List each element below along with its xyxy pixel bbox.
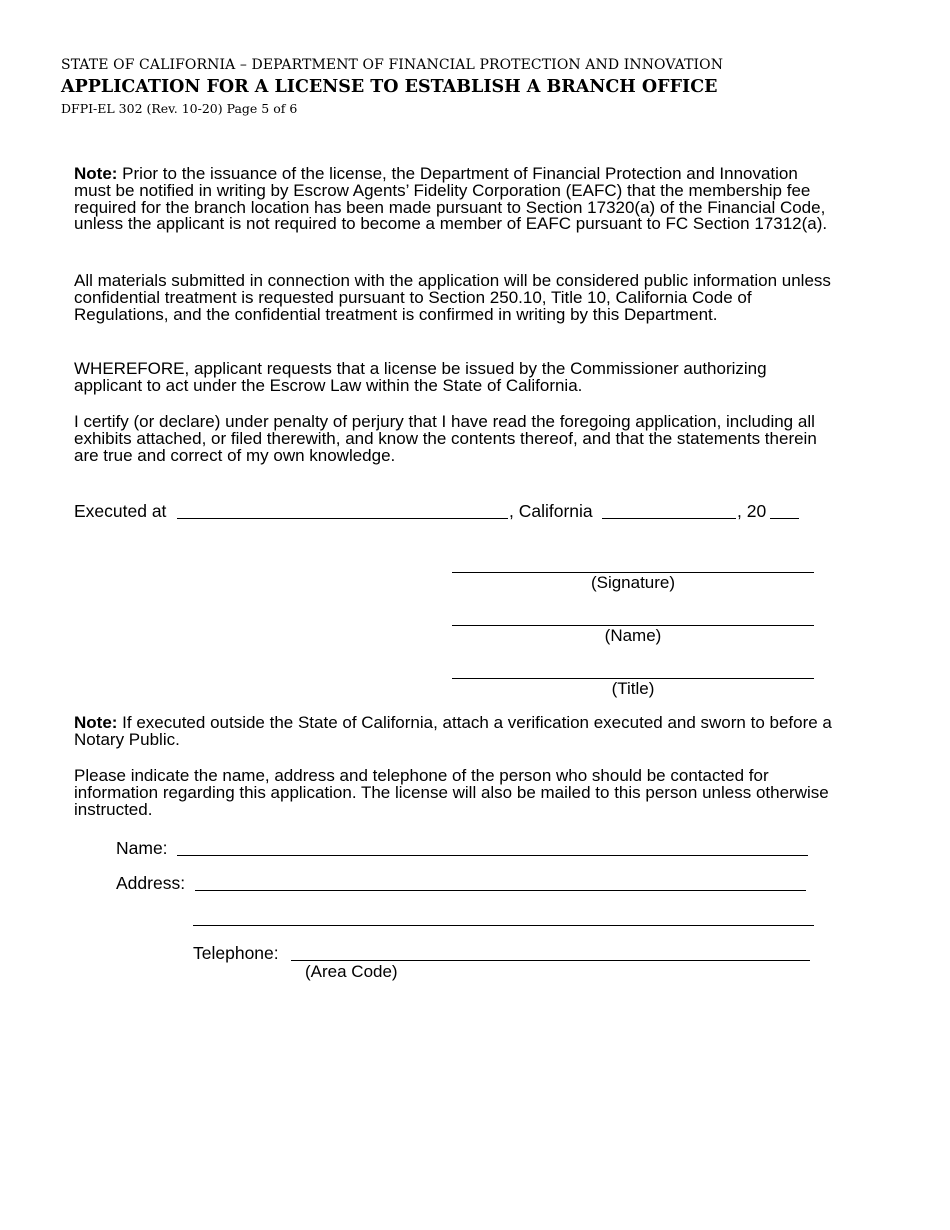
note-eafc-text: Prior to the issuance of the license, the Department of Financial Protection and Innovation must be notified in writing by Escrow Agents’ Fidelity Corporation (EAFC) that the membership fee required for the branch location has been made pursuant to Section 17320(a) of the Financial Code, unless the applicant is not required to become a member of EAFC pursuant to FC Section 17312(a). (74, 164, 828, 234)
executed-location-field[interactable] (177, 518, 508, 519)
note-notary-text: If executed outside the State of California, attach a verification executed and sworn to before a Notary Public. (74, 713, 832, 749)
title-caption: (Title) (611, 679, 655, 698)
name-caption: (Name) (604, 626, 662, 645)
contact-address-label: Address: (116, 873, 186, 893)
form-title: APPLICATION FOR A LICENSE TO ESTABLISH A BRANCH OFFICE (61, 77, 718, 97)
note-notary (74, 715, 834, 749)
area-code-caption: (Area Code) (305, 962, 398, 981)
contact-paragraph: Please indicate the name, address and telephone of the person who should be contacted for information regarding this application. The license will also be mailed to this person unless otherwise instructed. (74, 766, 829, 819)
contact-name-label: Name: (116, 838, 168, 858)
agency-header: STATE OF CALIFORNIA – DEPARTMENT OF FINANCIAL PROTECTION AND INNOVATION (61, 57, 724, 73)
public-information-paragraph: All materials submitted in connection with the application will be considered public information unless confidential treatment is requested pursuant to Section 250.10, Title 10, California Code of Regulations, and the confidential treatment is confirmed in writing by this Department. (74, 271, 831, 324)
wherefore-paragraph: WHEREFORE, applicant requests that a license be issued by the Commissioner authorizing applicant to act under the Escrow Law within the State of California. (74, 359, 767, 395)
executed-date-field[interactable] (602, 518, 736, 519)
executed-at-label: Executed at (74, 501, 167, 521)
contact-telephone-label: Telephone: (193, 943, 279, 963)
executed-year-field[interactable] (770, 518, 799, 519)
year-prefix-label: , 20 (737, 501, 767, 521)
form-id: DFPI-EL 302 (Rev. 10-20) Page 5 of 6 (61, 101, 298, 116)
contact-address-line2-field[interactable] (193, 925, 814, 926)
contact-telephone-field[interactable] (291, 960, 810, 961)
note-label: Note: (74, 164, 118, 183)
contact-address-field[interactable] (195, 890, 806, 891)
contact-name-field[interactable] (177, 855, 808, 856)
note-label: Note: (74, 713, 118, 732)
certification-paragraph: I certify (or declare) under penalty of perjury that I have read the foregoing application, including all exhibits attached, or filed therewith, and know the contents thereof, and that the statements therein are true and correct of my own knowledge. (74, 412, 817, 465)
note-eafc (74, 166, 834, 233)
signature-caption: (Signature) (590, 573, 676, 592)
california-label: , California (509, 501, 593, 521)
